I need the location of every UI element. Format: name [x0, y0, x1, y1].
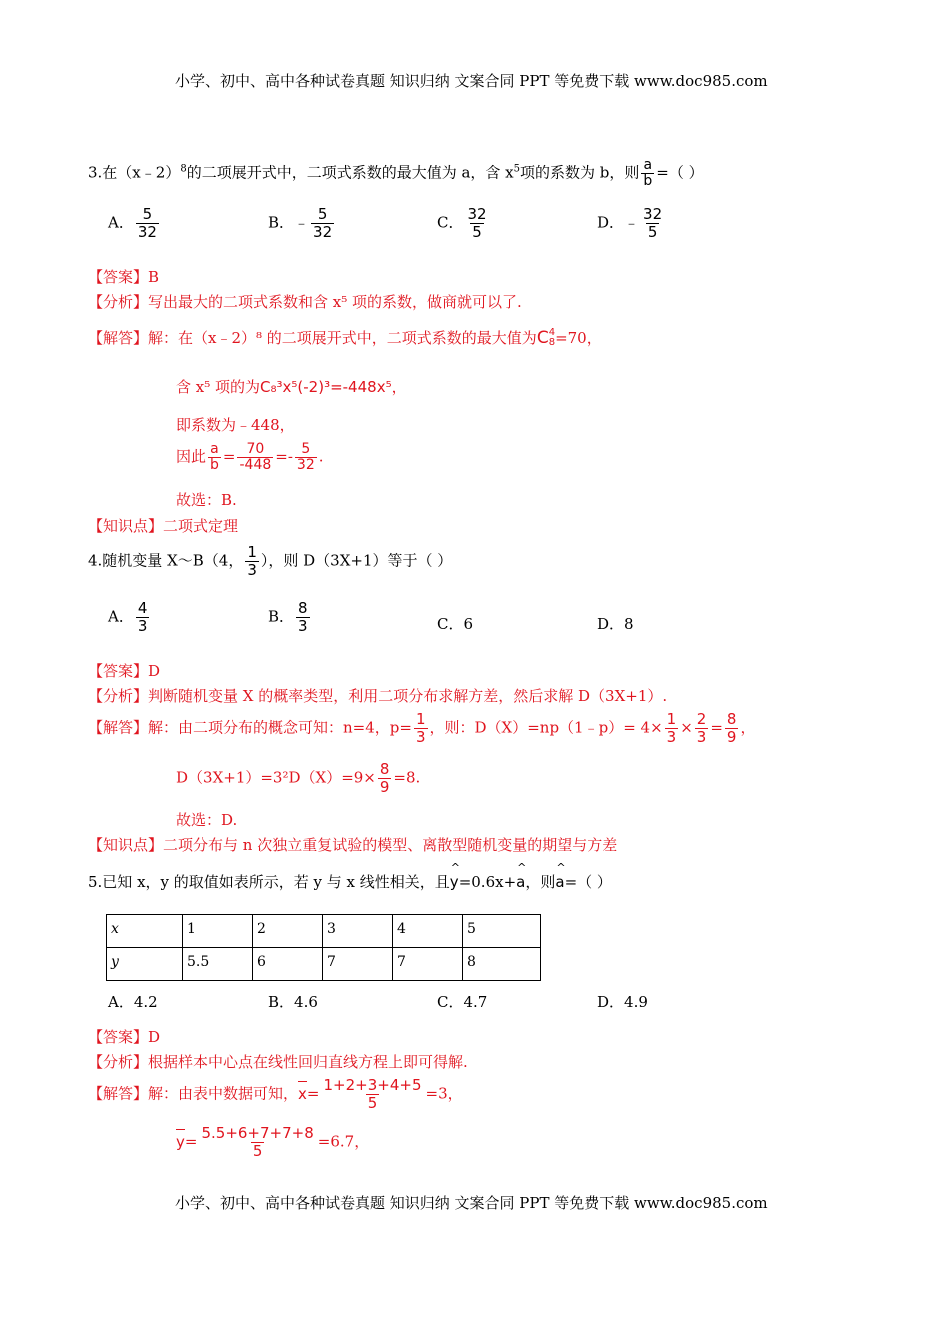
q3-answer: 【答案】B: [88, 268, 160, 286]
q3-solution-line5: 故选：B.: [176, 491, 237, 509]
table-cell: 8: [463, 948, 541, 981]
q5-option-a: A．4.2: [108, 993, 158, 1011]
q3-knowledge: 【知识点】二项式定理: [88, 517, 239, 535]
q5-solution-line2: y= $\frac{5.5+6+7+7+8}{5}$ =6.7，: [176, 1124, 370, 1160]
table-cell: 3: [323, 915, 393, 948]
xy-data-table: [106, 914, 541, 981]
q4-option-b: B． $\frac{8}{3}$: [268, 599, 308, 635]
q4-answer: 【答案】D: [88, 662, 161, 680]
q3-option-b: B．﹣ $\frac{5}{32}$: [268, 205, 333, 241]
q4-option-d: D．8: [597, 615, 634, 633]
q4-solution-line2: D（3X+1）=3²D（X）=9× $\frac{8}{9}$ =8.: [176, 760, 421, 796]
table-cell: 5.5: [183, 948, 253, 981]
q5-answer: 【答案】D: [88, 1028, 161, 1046]
q3-analysis: 【分析】写出最大的二项式系数和含 x⁵ 项的系数，做商就可以了.: [88, 293, 522, 311]
table-cell: 1: [183, 915, 253, 948]
table-cell: 2: [253, 915, 323, 948]
table-cell: 5: [463, 915, 541, 948]
q4-solution-line3: 故选：D.: [176, 811, 238, 829]
q5-analysis: 【分析】根据样本中心点在线性回归直线方程上即可得解.: [88, 1053, 468, 1071]
q4-stem: 4.随机变量 X～B（4， $\frac{1}{3}$ ），则 D（3X+1）等于（ ）: [88, 543, 453, 579]
q5-option-d: D．4.9: [597, 993, 648, 1011]
table-cell: y: [107, 948, 183, 981]
q3-solution-line4: 因此 $\frac{a}{b}$ = $\frac{70}{-448}$ =- $\frac{5}{32}$ .: [176, 441, 324, 473]
q3-solution-line3: 即系数为﹣448，: [176, 416, 295, 434]
q4-knowledge: 【知识点】二项分布与 n 次独立重复试验的模型、离散型随机变量的期望与方差: [88, 836, 618, 854]
table-row: [107, 948, 541, 981]
table-cell: 7: [323, 948, 393, 981]
q3-solution-line1: 【解答】解：在（x﹣2）⁸ 的二项展开式中，二项式系数的最大值为C 4 8 =70，: [88, 327, 602, 348]
page-footer: 小学、初中、高中各种试卷真题 知识归纳 文案合同 PPT 等免费下载 www.doc985.com: [175, 1194, 768, 1212]
q4-analysis: 【分析】判断随机变量 X 的概率类型，利用二项分布求解方差，然后求解 D（3X+1）.: [88, 687, 668, 705]
q3-option-d: D．﹣ $\frac{32}{5}$: [597, 205, 663, 241]
q4-option-a: A． $\frac{4}{3}$: [108, 599, 148, 635]
q3-solution-line2: 含 x⁵ 项的为C₈³x⁵(-2)³=-448x⁵，: [176, 378, 407, 396]
table-row: [107, 915, 541, 948]
q3-option-a: A． $\frac{5}{32}$: [108, 205, 157, 241]
q4-option-c: C．6: [437, 615, 474, 633]
q3-stem: 3.在（x﹣2）$^8$的二项展开式中，二项式系数的最大值为 a，含 $x^5$项的系数为 b，则 $\frac{a}{b}$ =（ ）: [88, 157, 704, 189]
q3-option-c: C． $\frac{32}{5}$: [437, 205, 487, 241]
q4-solution-line1: 【解答】解：由二项分布的概念可知：n=4，p= $\frac{1}{3}$ ，则：D（X）=np（1﹣p）= 4× $\frac{1}{3}$ × $\frac{2}{3}$ = $\frac{8}{9}$ ，: [88, 710, 756, 746]
table-cell: 6: [253, 948, 323, 981]
q5-stem: 5.已知 x，y 的取值如表所示，若 y 与 x 线性相关，且^ y=0.6x+^ a，则^ a=（ ）: [88, 871, 612, 892]
q5-solution-line1: 【解答】解：由表中数据可知，x= $\frac{1+2+3+4+5}{5}$ =3，: [88, 1076, 463, 1112]
page-header: 小学、初中、高中各种试卷真题 知识归纳 文案合同 PPT 等免费下载 www.doc985.com: [175, 72, 768, 90]
table-cell: 4: [393, 915, 463, 948]
table-cell: 7: [393, 948, 463, 981]
table-cell: x: [107, 915, 183, 948]
q5-option-c: C．4.7: [437, 993, 488, 1011]
q5-option-b: B．4.6: [268, 993, 318, 1011]
